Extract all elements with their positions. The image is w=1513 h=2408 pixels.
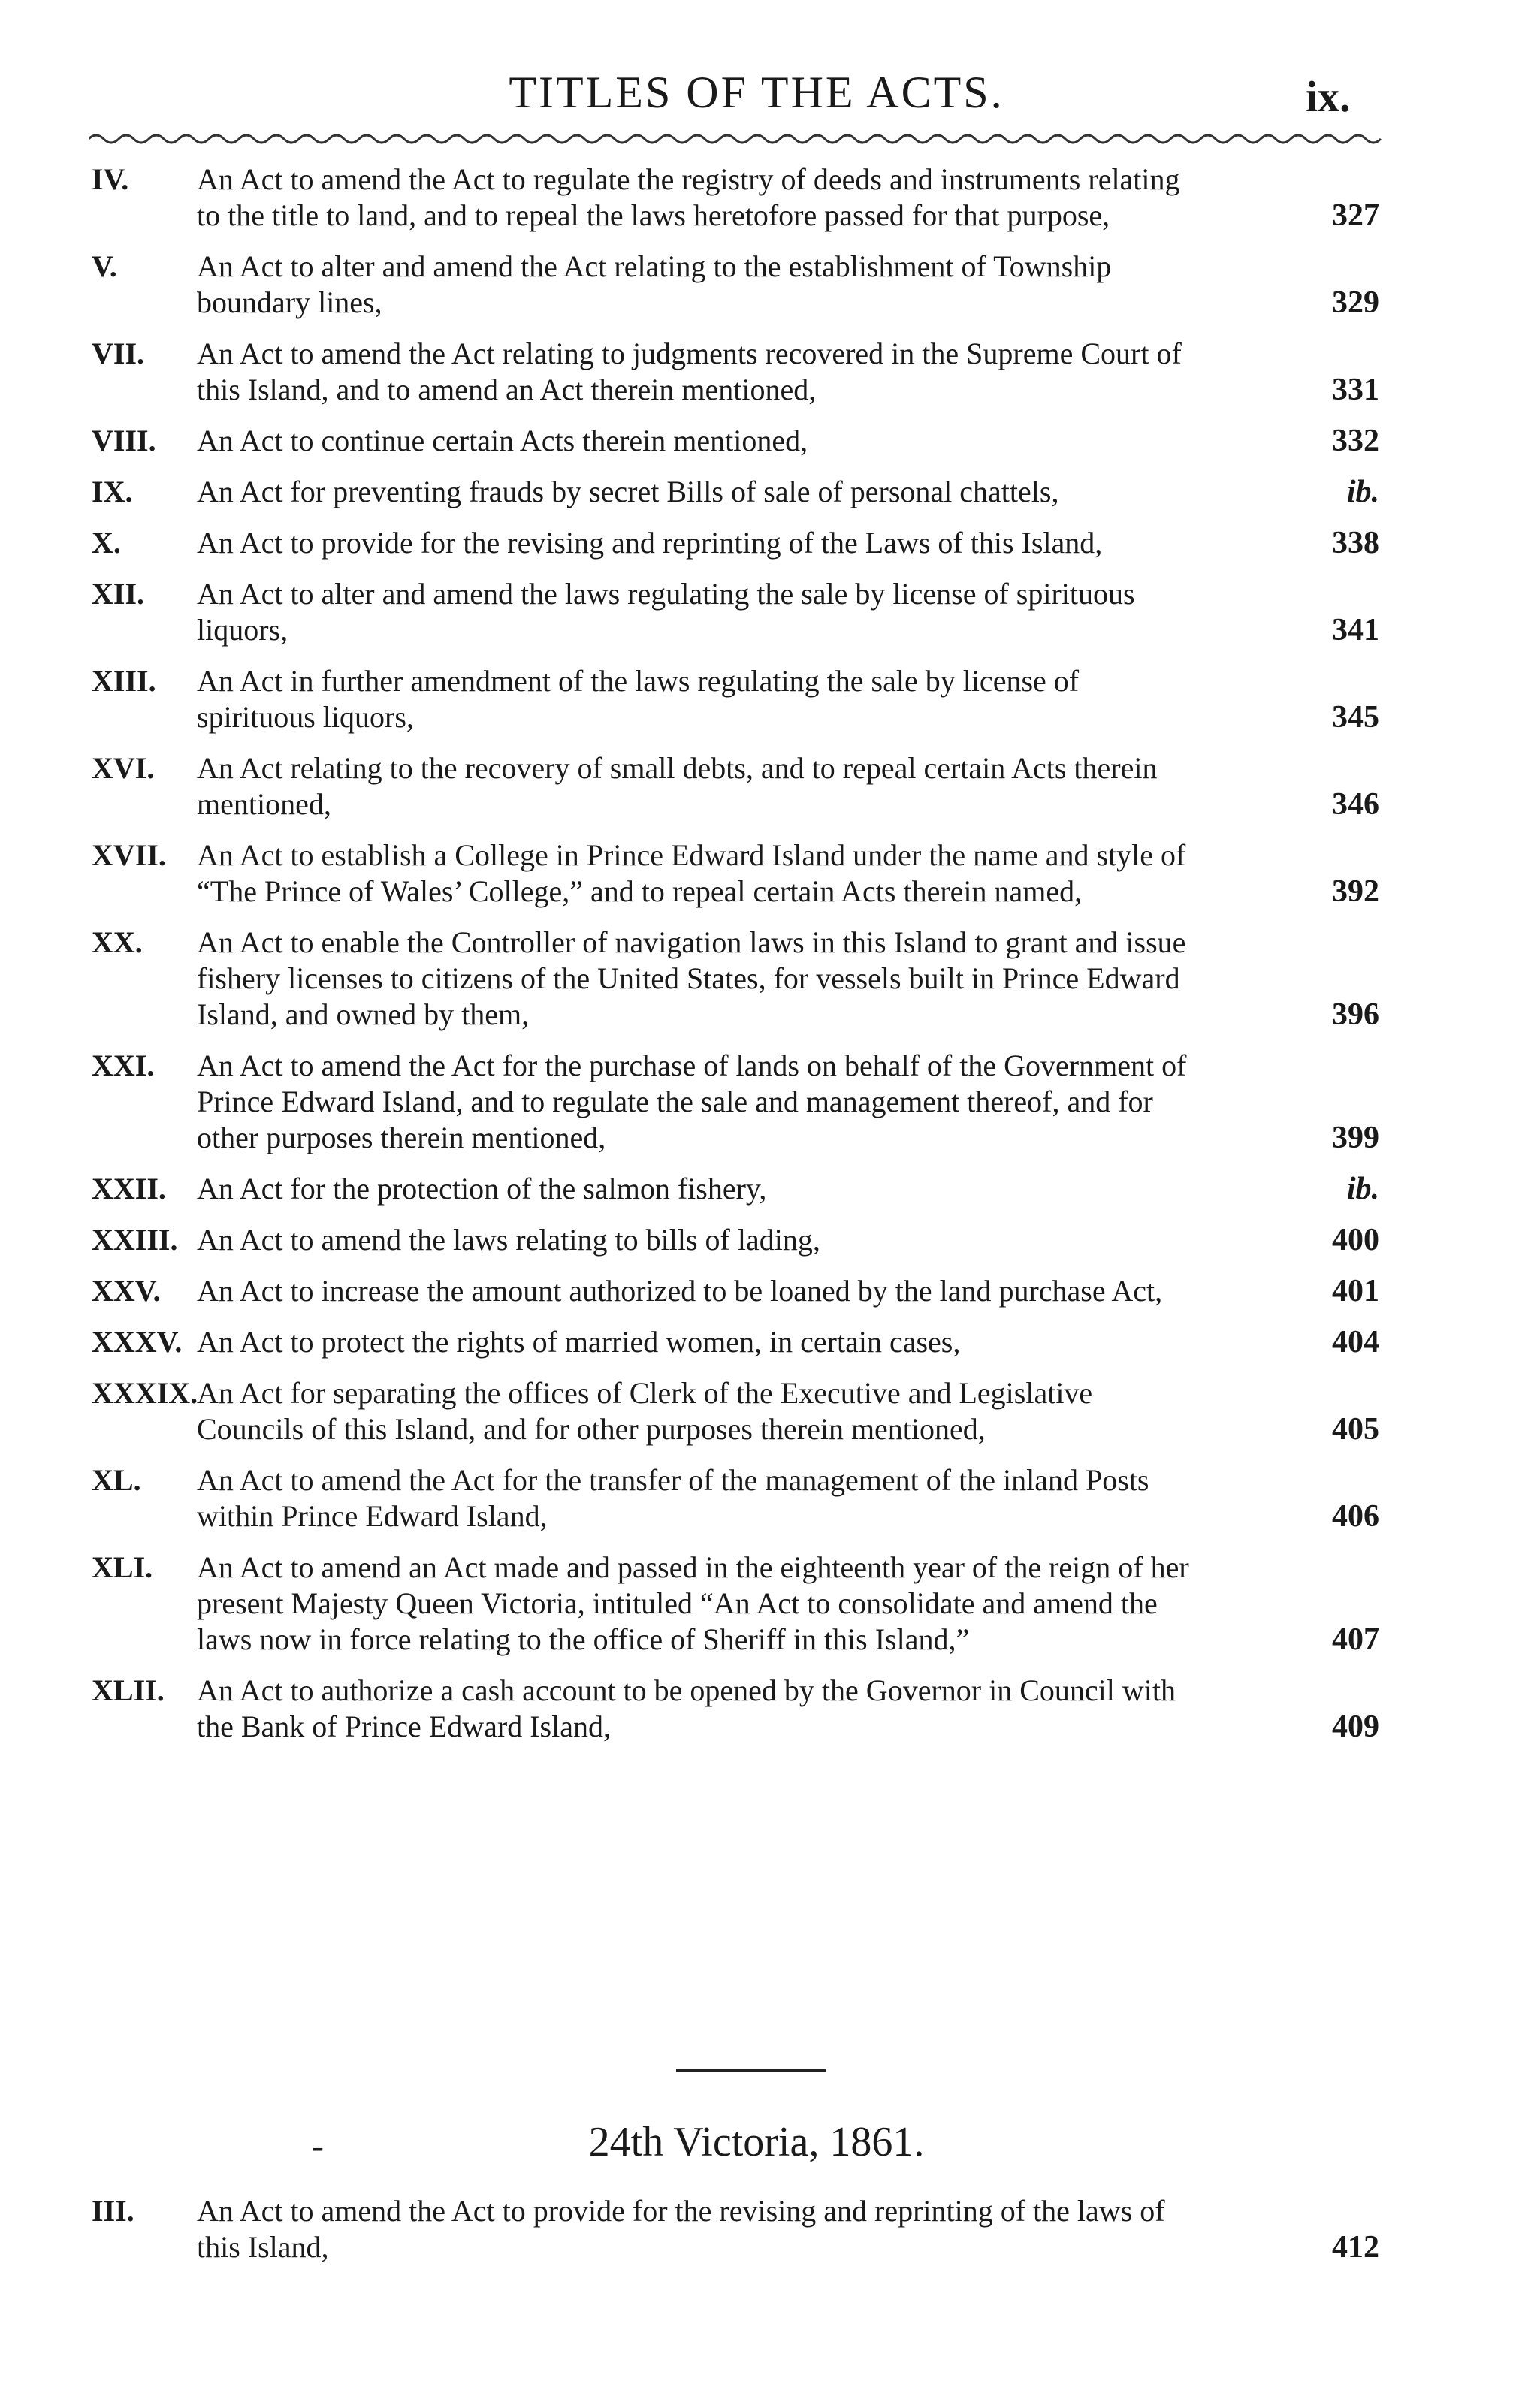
act-title: An Act for the protection of the salmon fishery,	[197, 1172, 767, 1206]
act-page-number: 345	[1332, 700, 1379, 735]
act-title: An Act to amend an Act made and passed in the eighteenth year of the reign of her present Majesty Queen Victoria, intituled “An Act to consolidate and amend the laws now in force relating to the office of Sheriff in this Island,”	[197, 1550, 1189, 1656]
act-numeral: IV.	[92, 162, 129, 196]
act-numeral: XXXIX.	[92, 1376, 198, 1410]
act-page-number: 405	[1332, 1412, 1379, 1447]
act-page-number: 327	[1332, 198, 1379, 233]
act-title: An Act in further amendment of the laws regulating the sale by license of spirituous liquors,	[197, 664, 1080, 734]
act-entry	[0, 1324, 1513, 1360]
act-numeral: X.	[92, 526, 121, 560]
act-entry	[0, 1048, 1513, 1156]
act-title: An Act to amend the Act to regulate the registry of deeds and instruments relating to the title to land, and to repeal the laws heretofore passed for that purpose,	[197, 162, 1180, 232]
section-divider	[676, 2069, 826, 2072]
act-page-number: 407	[1332, 1622, 1379, 1657]
act-entry	[0, 2193, 1513, 2265]
act-numeral: XXV.	[92, 1274, 161, 1308]
act-numeral: XXII.	[92, 1172, 166, 1206]
act-title: An Act to alter and amend the Act relating to the establishment of Township boundary lines,	[197, 249, 1112, 319]
act-title: An Act to continue certain Acts therein mentioned,	[197, 424, 808, 457]
act-numeral: XVI.	[92, 751, 155, 785]
act-entry	[0, 1550, 1513, 1658]
act-numeral: XX.	[92, 925, 143, 959]
act-numeral: XLII.	[92, 1673, 165, 1707]
act-entry	[0, 336, 1513, 408]
act-page-number: 404	[1332, 1325, 1379, 1359]
act-entry	[0, 1222, 1513, 1258]
wavy-rule	[89, 128, 1388, 150]
act-page-number: 392	[1332, 874, 1379, 909]
act-entry	[0, 925, 1513, 1033]
act-title: An Act to amend the laws relating to bills of lading,	[197, 1223, 820, 1257]
act-entry	[0, 1273, 1513, 1309]
act-numeral: XL.	[92, 1463, 141, 1497]
act-numeral: VII.	[92, 336, 145, 370]
page-header	[0, 41, 1513, 124]
act-entry	[0, 663, 1513, 735]
act-page-number: 338	[1332, 526, 1379, 560]
act-numeral: V.	[92, 249, 117, 283]
dash-mark: -	[312, 2126, 324, 2166]
act-numeral: XXIII.	[92, 1223, 178, 1257]
act-page-number: 399	[1332, 1121, 1379, 1155]
act-numeral: XIII.	[92, 664, 156, 698]
act-page-number: 412	[1332, 2230, 1379, 2265]
act-numeral: XXXV.	[92, 1325, 183, 1359]
act-page-number: ib.	[1346, 475, 1379, 509]
act-title: An Act to authorize a cash account to be opened by the Governor in Council with the Bank of Prince Edward Island,	[197, 1673, 1176, 1743]
act-numeral: XII.	[92, 577, 145, 611]
act-title: An Act to amend the Act relating to judgments recovered in the Supreme Court of this Island, and to amend an Act therein mentioned,	[197, 336, 1182, 406]
act-entry	[0, 837, 1513, 910]
act-page-number: 396	[1332, 997, 1379, 1032]
act-title: An Act to alter and amend the laws regulating the sale by license of spirituous liquors,	[197, 577, 1135, 647]
act-numeral: IX.	[92, 475, 133, 508]
act-title: An Act to amend the Act to provide for the revising and reprinting of the laws of this Island,	[197, 2194, 1165, 2264]
act-title: An Act relating to the recovery of small debts, and to repeal certain Acts therein mentioned,	[197, 751, 1158, 821]
act-entry	[0, 1462, 1513, 1534]
act-title: An Act for preventing frauds by secret Bills of sale of personal chattels,	[197, 475, 1059, 508]
act-title: An Act to protect the rights of married women, in certain cases,	[197, 1325, 961, 1359]
act-entry	[0, 1375, 1513, 1447]
page-title: TITLES OF THE ACTS.	[509, 68, 1004, 117]
act-entry	[0, 525, 1513, 561]
act-entry	[0, 1673, 1513, 1745]
act-entry	[0, 423, 1513, 459]
act-entry	[0, 474, 1513, 510]
act-title: An Act to provide for the revising and reprinting of the Laws of this Island,	[197, 526, 1103, 560]
act-title: An Act for separating the offices of Clerk of the Executive and Legislative Councils of this Island, and for other purposes therein mentioned,	[197, 1376, 1093, 1446]
act-numeral: XVII.	[92, 838, 166, 872]
act-title: An Act to amend the Act for the purchase of lands on behalf of the Government of Prince Edward Island, and to regulate the sale and management thereof, and for other purposes therein mentioned,	[197, 1049, 1187, 1154]
acts-list-1861	[0, 2193, 1513, 2280]
act-numeral: III.	[92, 2194, 134, 2228]
act-page-number: 409	[1332, 1709, 1379, 1744]
act-numeral: VIII.	[92, 424, 156, 457]
act-title: An Act to amend the Act for the transfer of the management of the inland Posts within Prince Edward Island,	[197, 1463, 1149, 1533]
act-entry	[0, 1171, 1513, 1207]
act-title: An Act to establish a College in Prince Edward Island under the name and style of “The Prince of Wales’ College,” and to repeal certain Acts therein named,	[197, 838, 1186, 908]
act-page-number: 401	[1332, 1274, 1379, 1308]
act-numeral: XLI.	[92, 1550, 153, 1584]
act-page-number: 332	[1332, 424, 1379, 458]
act-entry	[0, 249, 1513, 321]
act-page-number: 406	[1332, 1499, 1379, 1534]
acts-list	[0, 161, 1513, 1760]
act-entry	[0, 576, 1513, 648]
session-heading: 24th Victoria, 1861.	[588, 2119, 925, 2165]
act-page-number: 400	[1332, 1223, 1379, 1257]
page-number: ix.	[1306, 72, 1351, 121]
act-numeral: XXI.	[92, 1049, 155, 1082]
act-page-number: 341	[1332, 613, 1379, 647]
act-title: An Act to increase the amount authorized to be loaned by the land purchase Act,	[197, 1274, 1163, 1308]
act-page-number: 346	[1332, 787, 1379, 822]
act-page-number: ib.	[1346, 1172, 1379, 1206]
act-page-number: 331	[1332, 373, 1379, 407]
act-entry	[0, 750, 1513, 822]
act-page-number: 329	[1332, 285, 1379, 320]
act-title: An Act to enable the Controller of navigation laws in this Island to grant and issue fishery licenses to citizens of the United States, for vessels built in Prince Edward Island, and owned by them,	[197, 925, 1186, 1031]
act-entry	[0, 161, 1513, 234]
